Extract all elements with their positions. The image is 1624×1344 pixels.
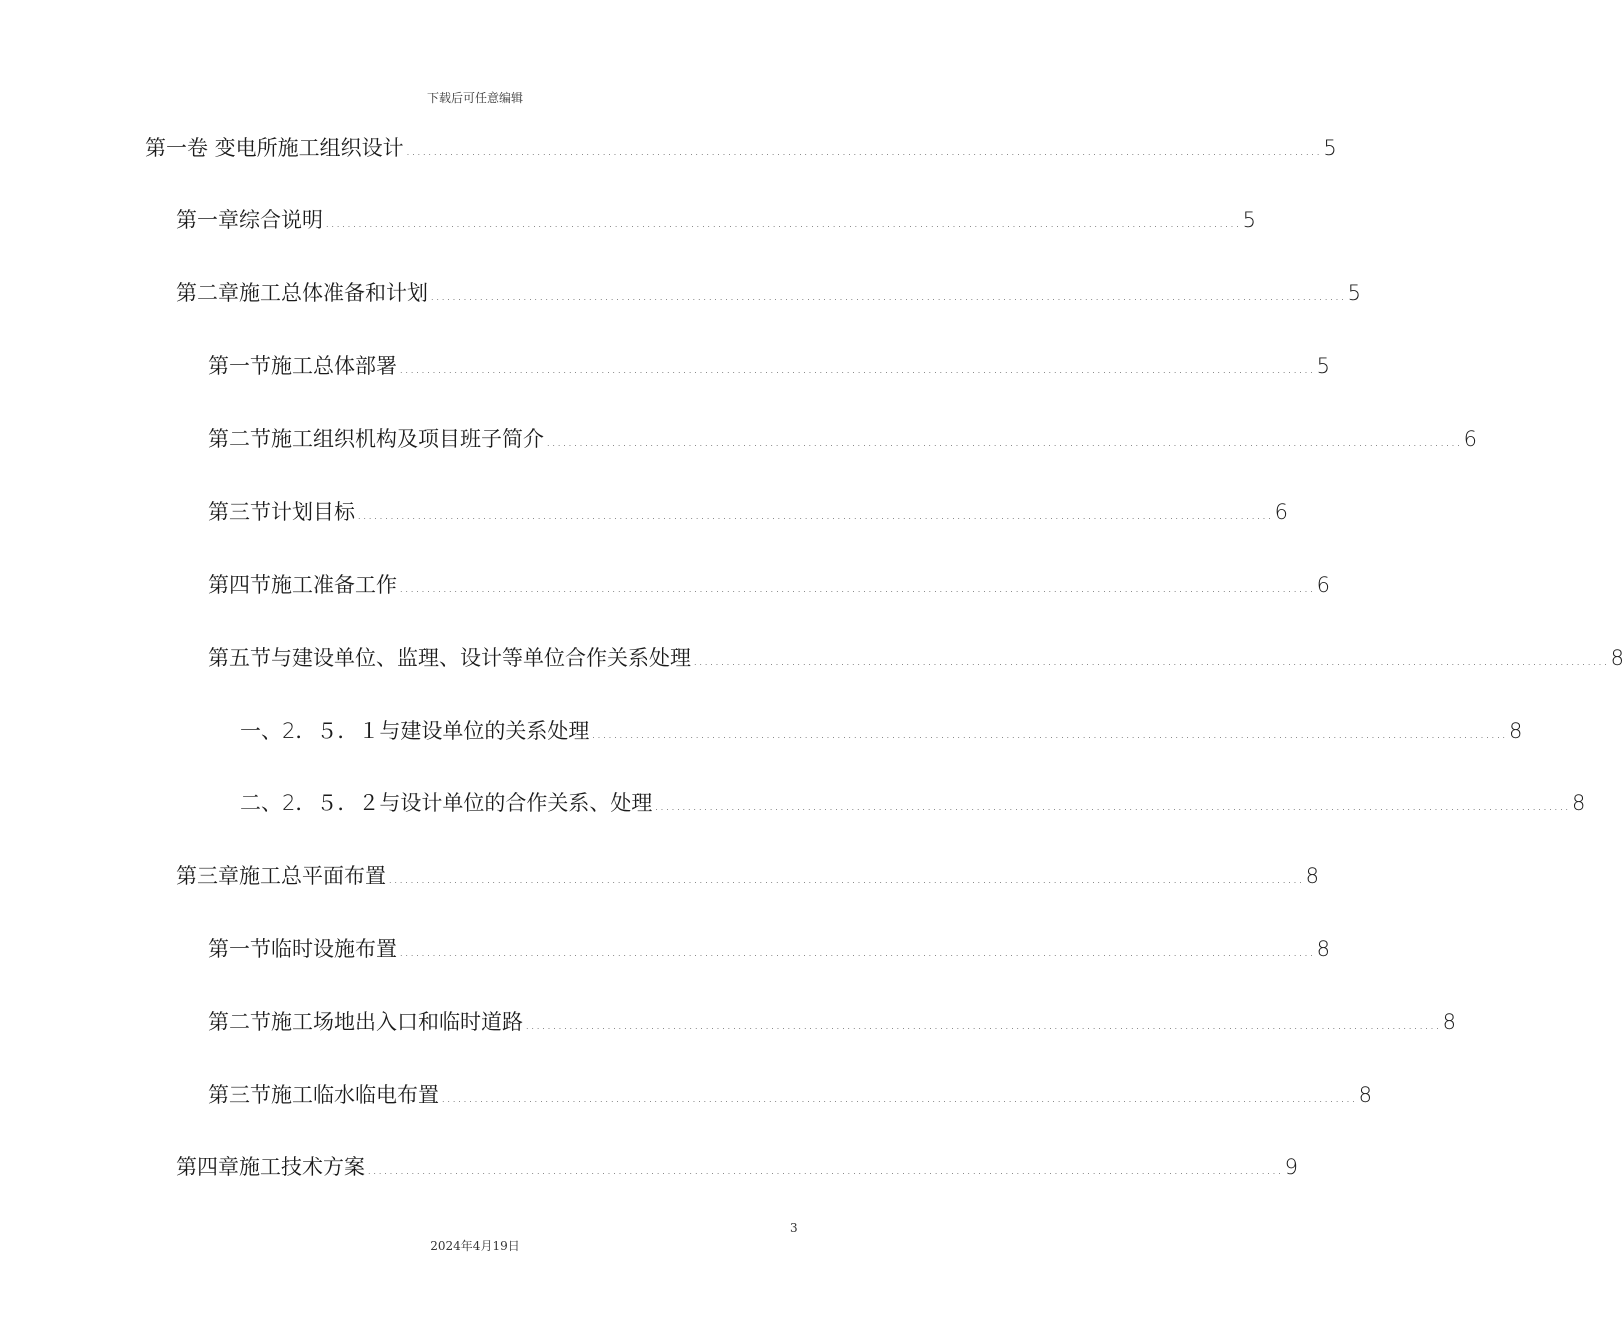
toc-entry-title: 第三节计划目标 [208, 500, 355, 524]
toc-entry-title: 第三节施工临水临电布置 [208, 1083, 439, 1107]
toc-entry-title: 第三章施工总平面布置 [176, 864, 386, 888]
header-note: 下载后可任意编辑 [426, 91, 523, 105]
footer-date: 2024年4月19日 [430, 1239, 520, 1253]
dot-leader: ........................................................................................................................................................................ [693, 653, 1609, 669]
dot-leader: ........................................................................................................................................................................ [357, 507, 1273, 523]
toc-entry-section-2-1[interactable] [208, 351, 1331, 381]
toc-entry-chapter-3[interactable] [176, 861, 1320, 891]
dot-leader: ........................................................................................................................................................................ [591, 726, 1507, 742]
toc-entry-volume-1[interactable] [145, 133, 1337, 163]
toc-entry-title: 一、2．５．１与建设单位的关系处理 [240, 719, 590, 743]
dot-leader: ........................................................................................................................................................................ [399, 361, 1315, 377]
dot-leader: ........................................................................................................................................................................ [525, 1017, 1441, 1033]
dot-leader: ........................................................................................................................................................................ [441, 1090, 1357, 1106]
toc-entry-section-3-3[interactable] [208, 1080, 1373, 1110]
toc-entry-page: 6 [1274, 500, 1289, 524]
toc-entry-page: 8 [1509, 719, 1523, 743]
toc-entry-title: 第五节与建设单位、监理、设计等单位合作关系处理 [208, 646, 691, 670]
toc-entry-title: 第一章综合说明 [176, 208, 323, 232]
toc-entry-page: 8 [1572, 791, 1586, 815]
dot-leader: ........................................................................................................................................................................ [430, 288, 1346, 304]
dot-leader: ........................................................................................................................................................................ [654, 798, 1570, 814]
toc-entry-section-2-3[interactable] [208, 497, 1289, 527]
toc-entry-title: 第二章施工总体准备和计划 [176, 281, 428, 305]
toc-entry-title: 二、2．５．２与设计单位的合作关系、处理 [240, 791, 653, 815]
dot-leader: ........................................................................................................................................................................ [405, 143, 1322, 159]
toc-entry-chapter-1[interactable] [176, 205, 1257, 235]
toc-entry-title: 第四节施工准备工作 [208, 573, 397, 597]
toc-entry-page: 9 [1284, 1155, 1299, 1179]
toc-entry-section-2-2[interactable] [208, 424, 1478, 454]
dot-leader: ........................................................................................................................................................................ [399, 944, 1315, 960]
toc-entry-title: 第一节施工总体部署 [208, 354, 397, 378]
toc-entry-subsection-2-5-2[interactable] [240, 788, 1586, 818]
dot-leader: ........................................................................................................................................................................ [388, 871, 1304, 887]
toc-entry-title: 第二节施工场地出入口和临时道路 [208, 1010, 523, 1034]
toc-entry-page: 8 [1442, 1010, 1457, 1034]
toc-entry-section-3-2[interactable] [208, 1007, 1457, 1037]
page-number: 3 [790, 1221, 798, 1235]
toc-entry-section-2-4[interactable] [208, 570, 1331, 600]
dot-leader: ........................................................................................................................................................................ [546, 434, 1462, 450]
toc-entry-page: 5 [1316, 354, 1331, 378]
toc-entry-page: 6 [1316, 573, 1331, 597]
toc-entry-chapter-2[interactable] [176, 278, 1362, 308]
dot-leader: ........................................................................................................................................................................ [399, 580, 1315, 596]
toc-entry-subsection-2-5-1[interactable] [240, 716, 1523, 746]
toc-entry-page: 6 [1463, 427, 1478, 451]
toc-entry-title: 第四章施工技术方案 [176, 1155, 365, 1179]
toc-entry-page: 5 [1323, 136, 1337, 160]
toc-entry-chapter-4[interactable] [176, 1152, 1299, 1182]
toc-entry-page: 5 [1242, 208, 1257, 232]
toc-entry-page: 8 [1316, 937, 1331, 961]
toc-entry-section-3-1[interactable] [208, 934, 1331, 964]
toc-entry-title: 第一卷 变电所施工组织设计 [145, 136, 404, 160]
toc-entry-section-2-5[interactable] [208, 643, 1624, 673]
toc-entry-page: 8 [1305, 864, 1320, 888]
toc-entry-title: 第一节临时设施布置 [208, 937, 397, 961]
toc-entry-page: 8 [1358, 1083, 1373, 1107]
toc-entry-title: 第二节施工组织机构及项目班子简介 [208, 427, 544, 451]
dot-leader: ........................................................................................................................................................................ [367, 1162, 1283, 1178]
dot-leader: ........................................................................................................................................................................ [325, 215, 1241, 231]
toc-entry-page: 5 [1347, 281, 1362, 305]
toc-entry-page: 8 [1610, 646, 1624, 670]
